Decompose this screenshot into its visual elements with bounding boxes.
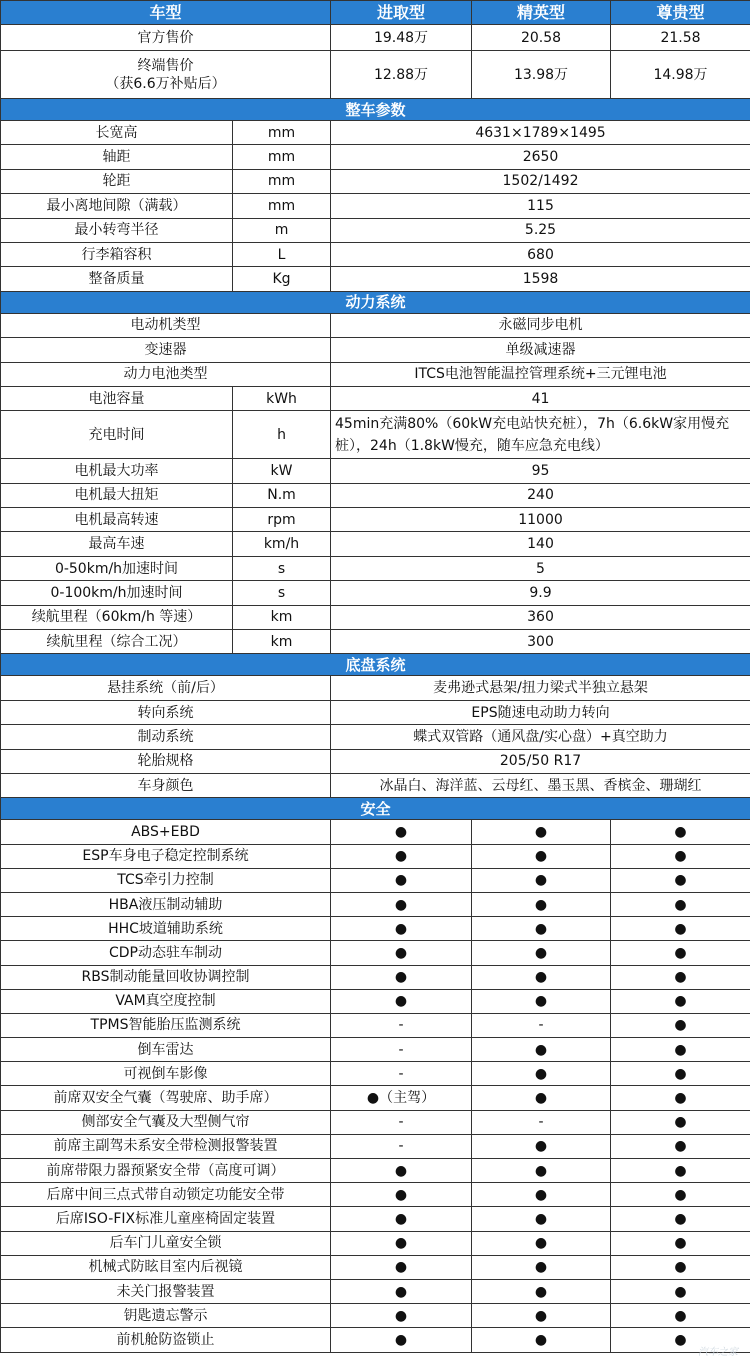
param-name: 充电时间 (1, 411, 233, 459)
vehicle-row (1, 218, 750, 242)
feature-availability: ● (611, 1183, 750, 1207)
safety-row (1, 1279, 750, 1303)
safety-row (1, 1159, 750, 1183)
param-name: 0-100km/h加速时间 (1, 581, 233, 605)
param-name: 行李箱容积 (1, 242, 233, 266)
feature-name: HHC坡道辅助系统 (1, 917, 331, 941)
feature-name: 钥匙遗忘警示 (1, 1304, 331, 1328)
feature-availability: ● (331, 917, 472, 941)
feature-availability: ● (472, 1159, 611, 1183)
param-value: ITCS电池智能温控管理系统+三元锂电池 (331, 362, 750, 386)
feature-availability: ● (331, 892, 472, 916)
official-price-row (1, 25, 750, 51)
safety-row (1, 917, 750, 941)
feature-availability: ● (331, 868, 472, 892)
param-name: 最小离地间隙（满载） (1, 194, 233, 218)
header-trim-2: 精英型 (472, 1, 611, 25)
param-unit: h (233, 411, 331, 459)
safety-row (1, 1255, 750, 1279)
param-value: 2650 (331, 145, 750, 169)
vehicle-row (1, 121, 750, 145)
feature-availability: ● (611, 1086, 750, 1110)
feature-name: 倒车雷达 (1, 1038, 331, 1062)
param-value: 300 (331, 630, 750, 654)
feature-availability: ● (611, 892, 750, 916)
feature-availability: ● (331, 1159, 472, 1183)
official-price-2: 20.58 (472, 25, 611, 51)
feature-availability: ● (472, 1062, 611, 1086)
feature-availability: ● (611, 844, 750, 868)
param-value: 1598 (331, 267, 750, 291)
terminal-price-label-line2: （获6.6万补贴后） (105, 75, 226, 92)
power-section-row (1, 291, 750, 313)
feature-availability: ● (331, 1231, 472, 1255)
feature-availability: ● (611, 965, 750, 989)
feature-availability: ● (611, 1159, 750, 1183)
param-unit: Kg (233, 267, 331, 291)
header-model: 车型 (1, 1, 331, 25)
safety-row (1, 1304, 750, 1328)
feature-availability: ● (472, 941, 611, 965)
param-unit: kWh (233, 386, 331, 410)
feature-name: TPMS智能胎压监测系统 (1, 1013, 331, 1037)
feature-availability: ● (472, 1279, 611, 1303)
terminal-price-3: 14.98万 (611, 51, 750, 99)
watermark: 汽车之家 (698, 1347, 738, 1358)
feature-name: 机械式防眩目室内后视镜 (1, 1255, 331, 1279)
safety-row (1, 1086, 750, 1110)
feature-availability: ● (611, 1304, 750, 1328)
safety-row (1, 1013, 750, 1037)
feature-availability: ● (331, 820, 472, 844)
safety-row (1, 1183, 750, 1207)
param-name: 长宽高 (1, 121, 233, 145)
safety-section-row (1, 798, 750, 820)
param-value: 冰晶白、海洋蓝、云母红、墨玉黑、香槟金、珊瑚红 (331, 773, 750, 797)
feature-availability: ● (331, 989, 472, 1013)
feature-name: HBA液压制动辅助 (1, 892, 331, 916)
feature-availability: ● (331, 965, 472, 989)
param-name: 轮胎规格 (1, 749, 331, 773)
param-name: 变速器 (1, 338, 331, 362)
power-row (1, 556, 750, 580)
power-row (1, 630, 750, 654)
terminal-price-label (1, 51, 331, 99)
param-unit: mm (233, 169, 331, 193)
safety-row (1, 1231, 750, 1255)
safety-row (1, 1062, 750, 1086)
param-name: 电机最高转速 (1, 508, 233, 532)
feature-availability: ● (472, 1255, 611, 1279)
param-unit: mm (233, 121, 331, 145)
param-name: 整备质量 (1, 267, 233, 291)
power-row (1, 386, 750, 410)
feature-availability: ● (331, 1207, 472, 1231)
feature-availability: - (472, 1110, 611, 1134)
param-value: 41 (331, 386, 750, 410)
feature-name: 前席双安全气囊（驾驶席、助手席） (1, 1086, 331, 1110)
param-name: 转向系统 (1, 700, 331, 724)
safety-row (1, 941, 750, 965)
feature-availability: ● (611, 1328, 750, 1352)
feature-availability: ● (611, 917, 750, 941)
feature-availability: ● (331, 1255, 472, 1279)
vehicle-row (1, 242, 750, 266)
feature-name: 前席主副驾未系安全带检测报警装置 (1, 1134, 331, 1158)
power-row (1, 532, 750, 556)
feature-availability: ●（主驾） (331, 1086, 472, 1110)
param-unit: mm (233, 145, 331, 169)
feature-name: 侧部安全气囊及大型侧气帘 (1, 1110, 331, 1134)
param-name: 最高车速 (1, 532, 233, 556)
param-unit: km (233, 630, 331, 654)
feature-availability: ● (611, 1038, 750, 1062)
chassis-section-row (1, 654, 750, 676)
param-unit: s (233, 581, 331, 605)
param-value: 360 (331, 605, 750, 629)
feature-name: 未关门报警装置 (1, 1279, 331, 1303)
power-row (1, 483, 750, 507)
feature-availability: ● (472, 820, 611, 844)
safety-row (1, 868, 750, 892)
vehicle-section-row (1, 99, 750, 121)
power-row (1, 338, 750, 362)
terminal-price-label-line1: 终端售价 (137, 57, 194, 74)
feature-availability: ● (331, 1279, 472, 1303)
power-row (1, 411, 750, 459)
param-name: 电动机类型 (1, 313, 331, 337)
param-unit: km (233, 605, 331, 629)
feature-availability: ● (611, 1207, 750, 1231)
feature-availability: ● (472, 1038, 611, 1062)
feature-availability: ● (611, 1062, 750, 1086)
power-row (1, 313, 750, 337)
param-name: 动力电池类型 (1, 362, 331, 386)
safety-row (1, 1038, 750, 1062)
param-name: 电机最大扭矩 (1, 483, 233, 507)
param-name: 最小转弯半径 (1, 218, 233, 242)
feature-availability: ● (611, 941, 750, 965)
official-price-3: 21.58 (611, 25, 750, 51)
param-value: 45min充满80%（60kW充电站快充桩），7h（6.6kW家用慢充桩），24h（1.8kW慢充，随车应急充电线） (331, 411, 750, 459)
terminal-price-1: 12.88万 (331, 51, 472, 99)
feature-availability: ● (472, 1086, 611, 1110)
param-value: 4631×1789×1495 (331, 121, 750, 145)
power-row (1, 605, 750, 629)
feature-name: 后车门儿童安全锁 (1, 1231, 331, 1255)
safety-row (1, 1110, 750, 1134)
feature-availability: ● (472, 844, 611, 868)
feature-availability: ● (472, 1231, 611, 1255)
vehicle-row (1, 267, 750, 291)
header-trim-1: 进取型 (331, 1, 472, 25)
feature-availability: ● (331, 941, 472, 965)
feature-name: 前机舱防盗锁止 (1, 1328, 331, 1352)
feature-availability: ● (331, 1328, 472, 1352)
feature-availability: ● (472, 989, 611, 1013)
param-value: 680 (331, 242, 750, 266)
chassis-row (1, 676, 750, 700)
header-row (1, 1, 750, 25)
param-name: 续航里程（60km/h 等速） (1, 605, 233, 629)
param-unit: N.m (233, 483, 331, 507)
param-name: 电机最大功率 (1, 459, 233, 483)
feature-availability: - (472, 1013, 611, 1037)
safety-section-title: 安全 (1, 798, 750, 820)
param-value: 单级减速器 (331, 338, 750, 362)
param-value: 永磁同步电机 (331, 313, 750, 337)
feature-availability: - (331, 1134, 472, 1158)
feature-availability: ● (331, 844, 472, 868)
feature-name: ESP车身电子稳定控制系统 (1, 844, 331, 868)
param-name: 悬挂系统（前/后） (1, 676, 331, 700)
feature-availability: - (331, 1110, 472, 1134)
terminal-price-2: 13.98万 (472, 51, 611, 99)
feature-name: VAM真空度控制 (1, 989, 331, 1013)
chassis-row (1, 773, 750, 797)
param-name: 轮距 (1, 169, 233, 193)
feature-availability: ● (611, 1110, 750, 1134)
feature-name: ABS+EBD (1, 820, 331, 844)
safety-row (1, 844, 750, 868)
feature-availability: ● (611, 868, 750, 892)
param-value: 115 (331, 194, 750, 218)
safety-row (1, 820, 750, 844)
feature-availability: ● (611, 1279, 750, 1303)
feature-availability: ● (472, 917, 611, 941)
feature-name: 后席中间三点式带自动锁定功能安全带 (1, 1183, 331, 1207)
feature-availability: ● (472, 1304, 611, 1328)
param-name: 续航里程（综合工况） (1, 630, 233, 654)
power-section-title: 动力系统 (1, 291, 750, 313)
feature-availability: - (331, 1062, 472, 1086)
param-value: 5.25 (331, 218, 750, 242)
power-row (1, 362, 750, 386)
param-unit: s (233, 556, 331, 580)
vehicle-row (1, 145, 750, 169)
feature-name: TCS牵引力控制 (1, 868, 331, 892)
safety-row (1, 1207, 750, 1231)
feature-availability: ● (611, 1255, 750, 1279)
param-value: 95 (331, 459, 750, 483)
safety-row (1, 989, 750, 1013)
param-name: 轴距 (1, 145, 233, 169)
param-value: 9.9 (331, 581, 750, 605)
param-unit: km/h (233, 532, 331, 556)
param-value: 5 (331, 556, 750, 580)
feature-availability: - (331, 1038, 472, 1062)
feature-availability: ● (331, 1304, 472, 1328)
param-value: 11000 (331, 508, 750, 532)
param-unit: rpm (233, 508, 331, 532)
terminal-price-row (1, 51, 750, 99)
vehicle-row (1, 194, 750, 218)
feature-availability: ● (472, 1207, 611, 1231)
feature-availability: ● (611, 1231, 750, 1255)
header-trim-3: 尊贵型 (611, 1, 750, 25)
chassis-row (1, 749, 750, 773)
feature-availability: ● (611, 820, 750, 844)
param-value: 205/50 R17 (331, 749, 750, 773)
vehicle-section-title: 整车参数 (1, 99, 750, 121)
param-value: EPS随速电动助力转向 (331, 700, 750, 724)
feature-availability: ● (472, 1134, 611, 1158)
power-row (1, 459, 750, 483)
chassis-row (1, 700, 750, 724)
feature-name: RBS制动能量回收协调控制 (1, 965, 331, 989)
power-row (1, 581, 750, 605)
vehicle-row (1, 169, 750, 193)
param-value: 240 (331, 483, 750, 507)
param-name: 车身颜色 (1, 773, 331, 797)
param-name: 电池容量 (1, 386, 233, 410)
feature-name: CDP动态驻车制动 (1, 941, 331, 965)
safety-row (1, 892, 750, 916)
feature-availability: ● (611, 1134, 750, 1158)
feature-availability: ● (472, 892, 611, 916)
param-name: 0-50km/h加速时间 (1, 556, 233, 580)
official-price-1: 19.48万 (331, 25, 472, 51)
feature-availability: - (331, 1013, 472, 1037)
feature-availability: ● (611, 989, 750, 1013)
feature-name: 后席ISO-FIX标准儿童座椅固定装置 (1, 1207, 331, 1231)
feature-name: 可视倒车影像 (1, 1062, 331, 1086)
safety-row (1, 965, 750, 989)
safety-row (1, 1328, 750, 1352)
safety-row (1, 1134, 750, 1158)
feature-availability: ● (472, 1183, 611, 1207)
chassis-section-title: 底盘系统 (1, 654, 750, 676)
param-unit: L (233, 242, 331, 266)
feature-name: 前席带限力器预紧安全带（高度可调） (1, 1159, 331, 1183)
power-row (1, 508, 750, 532)
param-value: 1502/1492 (331, 169, 750, 193)
param-name: 制动系统 (1, 725, 331, 749)
param-value: 140 (331, 532, 750, 556)
feature-availability: ● (611, 1013, 750, 1037)
feature-availability: ● (472, 1328, 611, 1352)
param-value: 蝶式双管路（通风盘/实心盘）+真空助力 (331, 725, 750, 749)
param-unit: mm (233, 194, 331, 218)
feature-availability: ● (472, 965, 611, 989)
chassis-row (1, 725, 750, 749)
param-value: 麦弗逊式悬架/扭力梁式半独立悬架 (331, 676, 750, 700)
feature-availability: ● (472, 868, 611, 892)
feature-availability: ● (331, 1183, 472, 1207)
param-unit: kW (233, 459, 331, 483)
official-price-label: 官方售价 (1, 25, 331, 51)
param-unit: m (233, 218, 331, 242)
